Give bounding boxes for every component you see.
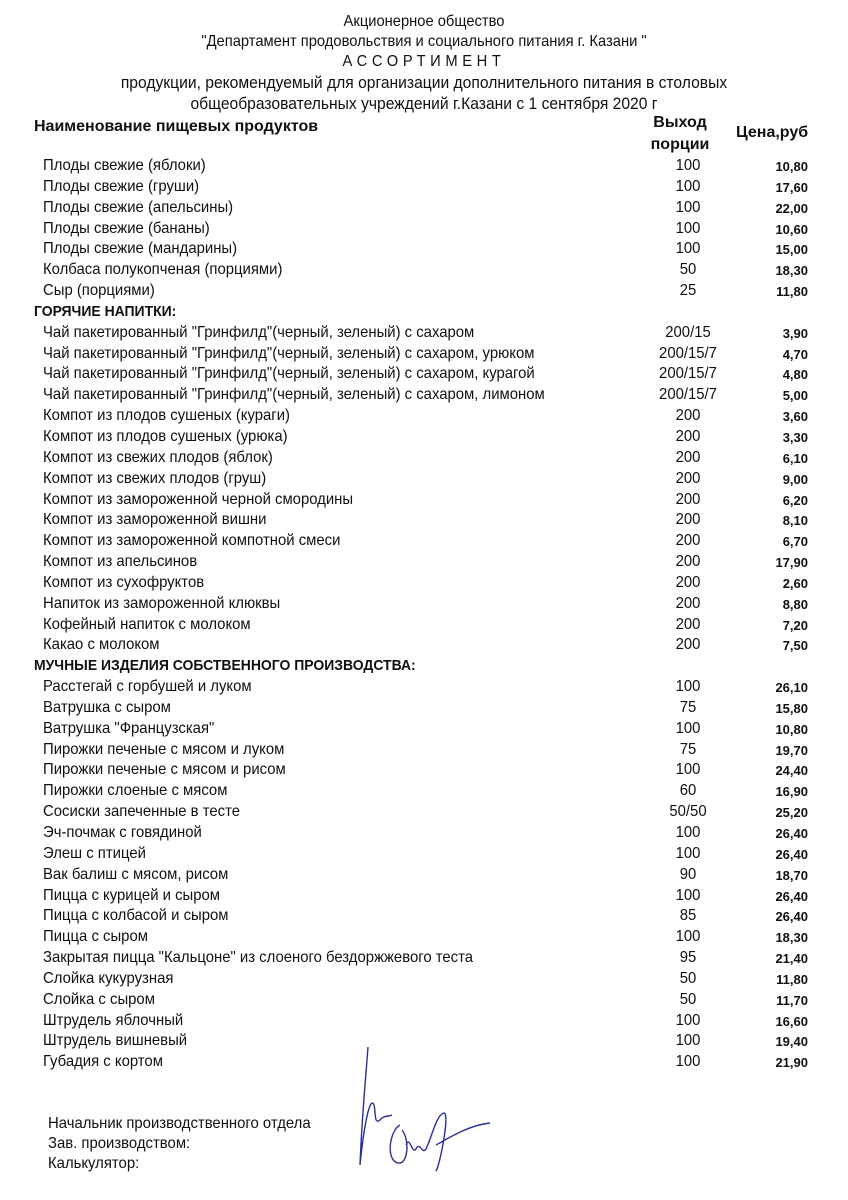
table-row bbox=[0, 552, 848, 573]
section-title: МУЧНЫЕ ИЗДЕЛИЯ СОБСТВЕННОГО ПРОИЗВОДСТВА: bbox=[34, 657, 416, 675]
table-row bbox=[0, 719, 848, 740]
table-row bbox=[0, 427, 848, 448]
org-name-line1: Акционерное общество bbox=[343, 13, 505, 30]
price: 15,00 bbox=[775, 242, 808, 258]
table-row bbox=[0, 573, 848, 594]
price: 5,00 bbox=[782, 388, 808, 404]
handwritten-signature-icon bbox=[340, 1045, 520, 1175]
price: 3,90 bbox=[782, 325, 808, 341]
footer-head-of-production-dept: Начальник производственного отдела bbox=[48, 1115, 311, 1132]
product-name: Эч-почмак с говядиной bbox=[43, 824, 202, 841]
price: 9,00 bbox=[782, 471, 808, 487]
product-name: Чай пакетированный "Гринфилд"(черный, зеленый) с сахаром, урюком bbox=[43, 344, 535, 362]
section-heading bbox=[0, 656, 848, 677]
document-header bbox=[0, 12, 848, 114]
table-row bbox=[0, 594, 848, 615]
document-subtitle-line2: общеобразовательных учреждений г.Казани с 1 сентября 2020 г bbox=[190, 94, 658, 113]
table-row bbox=[0, 510, 848, 531]
table-row bbox=[0, 490, 848, 511]
portion-size: 200/15 bbox=[665, 323, 711, 341]
portion-size: 100 bbox=[675, 240, 701, 258]
table-row bbox=[0, 219, 848, 240]
price: 18,30 bbox=[775, 930, 808, 946]
table-row bbox=[0, 281, 848, 302]
portion-size: 50 bbox=[679, 969, 697, 987]
portion-size: 50/50 bbox=[669, 803, 707, 821]
portion-size: 95 bbox=[679, 949, 697, 967]
product-name: Закрытая пицца "Кальцоне" из слоеного бездоржжевого теста bbox=[43, 949, 474, 967]
product-name: Ватрушка "Французская" bbox=[43, 719, 215, 737]
price: 4,70 bbox=[782, 346, 808, 362]
table-row bbox=[0, 198, 848, 219]
product-name: Пицца с колбасой и сыром bbox=[43, 907, 229, 925]
product-name: Компот из апельсинов bbox=[43, 553, 198, 571]
price: 18,30 bbox=[775, 263, 808, 279]
product-name: Компот из замороженной вишни bbox=[43, 511, 267, 529]
product-name: Компот из замороженной компотной смеси bbox=[43, 532, 341, 550]
portion-size: 100 bbox=[675, 844, 701, 862]
price: 11,80 bbox=[776, 971, 808, 987]
table-row bbox=[0, 802, 848, 823]
portion-size: 200 bbox=[675, 636, 701, 654]
product-name: Компот из плодов сушеных (кураги) bbox=[43, 407, 290, 425]
product-name: Слойка кукурузная bbox=[43, 969, 174, 987]
product-name: Штрудель вишневый bbox=[43, 1032, 188, 1050]
price: 11,80 bbox=[776, 284, 808, 300]
price: 17,90 bbox=[775, 555, 808, 571]
portion-size: 100 bbox=[675, 761, 701, 779]
portion-size: 100 bbox=[675, 219, 701, 237]
price: 15,80 bbox=[775, 700, 808, 716]
product-name: Элеш с птицей bbox=[43, 844, 146, 862]
product-name: Штрудель яблочный bbox=[43, 1011, 184, 1029]
portion-size: 100 bbox=[675, 719, 701, 737]
portion-size: 50 bbox=[679, 261, 697, 279]
portion-size: 200 bbox=[675, 594, 701, 612]
product-name: Кофейный напиток с молоком bbox=[43, 615, 251, 633]
column-header-name: Наименование пищевых продуктов bbox=[34, 118, 319, 135]
product-name: Чай пакетированный "Гринфилд"(черный, зеленый) с сахаром, лимоном bbox=[43, 386, 545, 404]
portion-size: 60 bbox=[679, 782, 697, 800]
portion-size: 100 bbox=[675, 886, 701, 904]
signatures-block bbox=[48, 1114, 330, 1174]
portion-size: 200 bbox=[675, 615, 701, 633]
product-name: Плоды свежие (мандарины) bbox=[43, 240, 238, 258]
price: 4,80 bbox=[782, 367, 808, 383]
portion-size: 25 bbox=[679, 282, 697, 300]
portion-size: 200/15/7 bbox=[659, 344, 717, 362]
product-name: Чай пакетированный "Гринфилд"(черный, зеленый) с сахаром, курагой bbox=[43, 365, 535, 383]
table-row bbox=[0, 177, 848, 198]
table-row bbox=[0, 698, 848, 719]
product-name: Расстегай с горбушей и луком bbox=[43, 678, 252, 696]
price: 25,20 bbox=[775, 805, 808, 821]
price: 7,50 bbox=[782, 638, 808, 654]
product-name: Сосиски запеченные в тесте bbox=[43, 803, 241, 821]
table-row bbox=[0, 844, 848, 865]
product-name: Вак балиш с мясом, рисом bbox=[43, 865, 229, 883]
price: 8,10 bbox=[782, 513, 808, 529]
portion-size: 75 bbox=[679, 698, 697, 716]
table-row bbox=[0, 323, 848, 344]
price: 17,60 bbox=[775, 179, 808, 195]
portion-size: 50 bbox=[679, 990, 697, 1008]
product-name: Ватрушка с сыром bbox=[43, 698, 171, 716]
table-row bbox=[0, 239, 848, 260]
table-row bbox=[0, 969, 848, 990]
footer-calculator: Калькулятор: bbox=[48, 1155, 140, 1172]
product-name: Плоды свежие (яблоки) bbox=[43, 157, 206, 174]
portion-size: 200 bbox=[675, 490, 701, 508]
price: 26,40 bbox=[775, 846, 808, 862]
product-name: Пирожки печеные с мясом и луком bbox=[43, 740, 285, 758]
price: 6,20 bbox=[782, 492, 808, 508]
product-name: Губадия с кортом bbox=[43, 1053, 163, 1071]
column-header-portion-line1: Выход bbox=[653, 114, 707, 131]
portion-size: 200 bbox=[675, 532, 701, 550]
product-name: Компот из замороженной черной смородины bbox=[43, 490, 354, 508]
table-row bbox=[0, 260, 848, 281]
table-row bbox=[0, 740, 848, 761]
price: 2,60 bbox=[782, 575, 808, 591]
portion-size: 200 bbox=[675, 427, 701, 445]
table-row bbox=[0, 948, 848, 969]
price: 10,60 bbox=[775, 221, 808, 237]
product-name: Сыр (порциями) bbox=[43, 282, 155, 300]
portion-size: 75 bbox=[679, 740, 697, 758]
table-row bbox=[0, 469, 848, 490]
portion-size: 100 bbox=[675, 1011, 701, 1029]
product-name: Пирожки печеные с мясом и рисом bbox=[43, 761, 286, 779]
price: 21,40 bbox=[775, 951, 808, 967]
product-name: Колбаса полукопченая (порциями) bbox=[43, 261, 283, 279]
portion-size: 200 bbox=[675, 407, 701, 425]
price: 26,40 bbox=[775, 888, 808, 904]
price: 10,80 bbox=[775, 721, 808, 737]
product-name: Слойка с сыром bbox=[43, 990, 155, 1008]
table-row bbox=[0, 385, 848, 406]
price: 16,60 bbox=[775, 1013, 808, 1029]
portion-size: 85 bbox=[679, 907, 697, 925]
product-name: Плоды свежие (апельсины) bbox=[43, 198, 234, 216]
portion-size: 100 bbox=[675, 678, 701, 696]
portion-size: 200 bbox=[675, 448, 701, 466]
price: 3,30 bbox=[782, 429, 808, 445]
portion-size: 200 bbox=[675, 553, 701, 571]
portion-size: 200 bbox=[675, 469, 701, 487]
portion-size: 200 bbox=[675, 573, 701, 591]
table-row bbox=[0, 531, 848, 552]
column-header-price: Цена,руб bbox=[736, 124, 809, 141]
portion-size: 200/15/7 bbox=[659, 386, 717, 404]
portion-size: 100 bbox=[675, 824, 701, 841]
product-name: Компот из свежих плодов (яблок) bbox=[43, 448, 273, 466]
column-header-portion-line2: порции bbox=[650, 136, 710, 153]
product-name: Пицца с курицей и сыром bbox=[43, 886, 221, 904]
price: 16,90 bbox=[775, 784, 808, 800]
product-name: Компот из сухофруктов bbox=[43, 573, 205, 591]
table-row bbox=[0, 1011, 848, 1032]
product-name: Компот из свежих плодов (груш) bbox=[43, 469, 267, 487]
portion-size: 200 bbox=[675, 511, 701, 529]
product-name: Какао с молоком bbox=[43, 636, 160, 654]
price: 19,40 bbox=[775, 1034, 808, 1050]
price: 22,00 bbox=[775, 200, 808, 216]
price: 6,10 bbox=[782, 450, 808, 466]
portion-size: 200/15/7 bbox=[659, 365, 717, 383]
price: 8,80 bbox=[782, 596, 808, 612]
price: 26,40 bbox=[775, 909, 808, 925]
product-table bbox=[0, 156, 848, 1073]
product-name: Плоды свежие (бананы) bbox=[43, 219, 210, 237]
table-row bbox=[0, 448, 848, 469]
footer-production-manager: Зав. производством: bbox=[48, 1135, 191, 1152]
table-row bbox=[0, 760, 848, 781]
portion-size: 100 bbox=[675, 198, 701, 216]
product-name: Напиток из замороженной клюквы bbox=[43, 594, 281, 612]
table-row bbox=[0, 781, 848, 802]
table-row bbox=[0, 615, 848, 636]
product-name: Компот из плодов сушеных (урюка) bbox=[43, 427, 288, 445]
table-row bbox=[0, 364, 848, 385]
table-row bbox=[0, 823, 848, 844]
table-row bbox=[0, 927, 848, 948]
price: 3,60 bbox=[782, 409, 808, 425]
portion-size: 100 bbox=[675, 1032, 701, 1050]
table-row bbox=[0, 677, 848, 698]
portion-size: 100 bbox=[675, 177, 701, 195]
org-name-line2: "Департамент продовольствия и социального питания г. Казани " bbox=[201, 33, 647, 50]
portion-size: 100 bbox=[675, 1053, 701, 1071]
section-title: ГОРЯЧИЕ НАПИТКИ: bbox=[34, 302, 177, 320]
product-name: Плоды свежие (груши) bbox=[43, 177, 200, 195]
price: 26,40 bbox=[775, 826, 808, 841]
portion-size: 100 bbox=[675, 928, 701, 946]
table-row bbox=[0, 635, 848, 656]
table-row bbox=[0, 990, 848, 1011]
price: 21,90 bbox=[775, 1055, 808, 1071]
table-row bbox=[0, 156, 848, 177]
table-row bbox=[0, 406, 848, 427]
table-row bbox=[0, 906, 848, 927]
document-subtitle-line1: продукции, рекомендуемый для организации дополнительного питания в столовых bbox=[120, 73, 728, 92]
portion-size: 100 bbox=[675, 157, 701, 174]
table-row bbox=[0, 865, 848, 886]
table-row bbox=[0, 344, 848, 365]
table-row bbox=[0, 886, 848, 907]
price: 7,20 bbox=[782, 617, 808, 633]
price: 11,70 bbox=[776, 992, 808, 1008]
price: 6,70 bbox=[782, 534, 808, 550]
document-title: АССОРТИМЕНТ bbox=[342, 53, 506, 70]
price: 24,40 bbox=[775, 763, 808, 779]
portion-size: 90 bbox=[679, 865, 697, 883]
product-name: Чай пакетированный "Гринфилд"(черный, зеленый) с сахаром bbox=[43, 323, 475, 341]
price: 10,80 bbox=[775, 159, 808, 174]
section-heading bbox=[0, 302, 848, 323]
product-name: Пирожки слоеные с мясом bbox=[43, 782, 228, 800]
column-header-portion bbox=[644, 112, 716, 156]
price: 18,70 bbox=[775, 867, 808, 883]
price: 19,70 bbox=[775, 742, 808, 758]
product-name: Пицца с сыром bbox=[43, 928, 148, 946]
price: 26,10 bbox=[775, 680, 808, 696]
